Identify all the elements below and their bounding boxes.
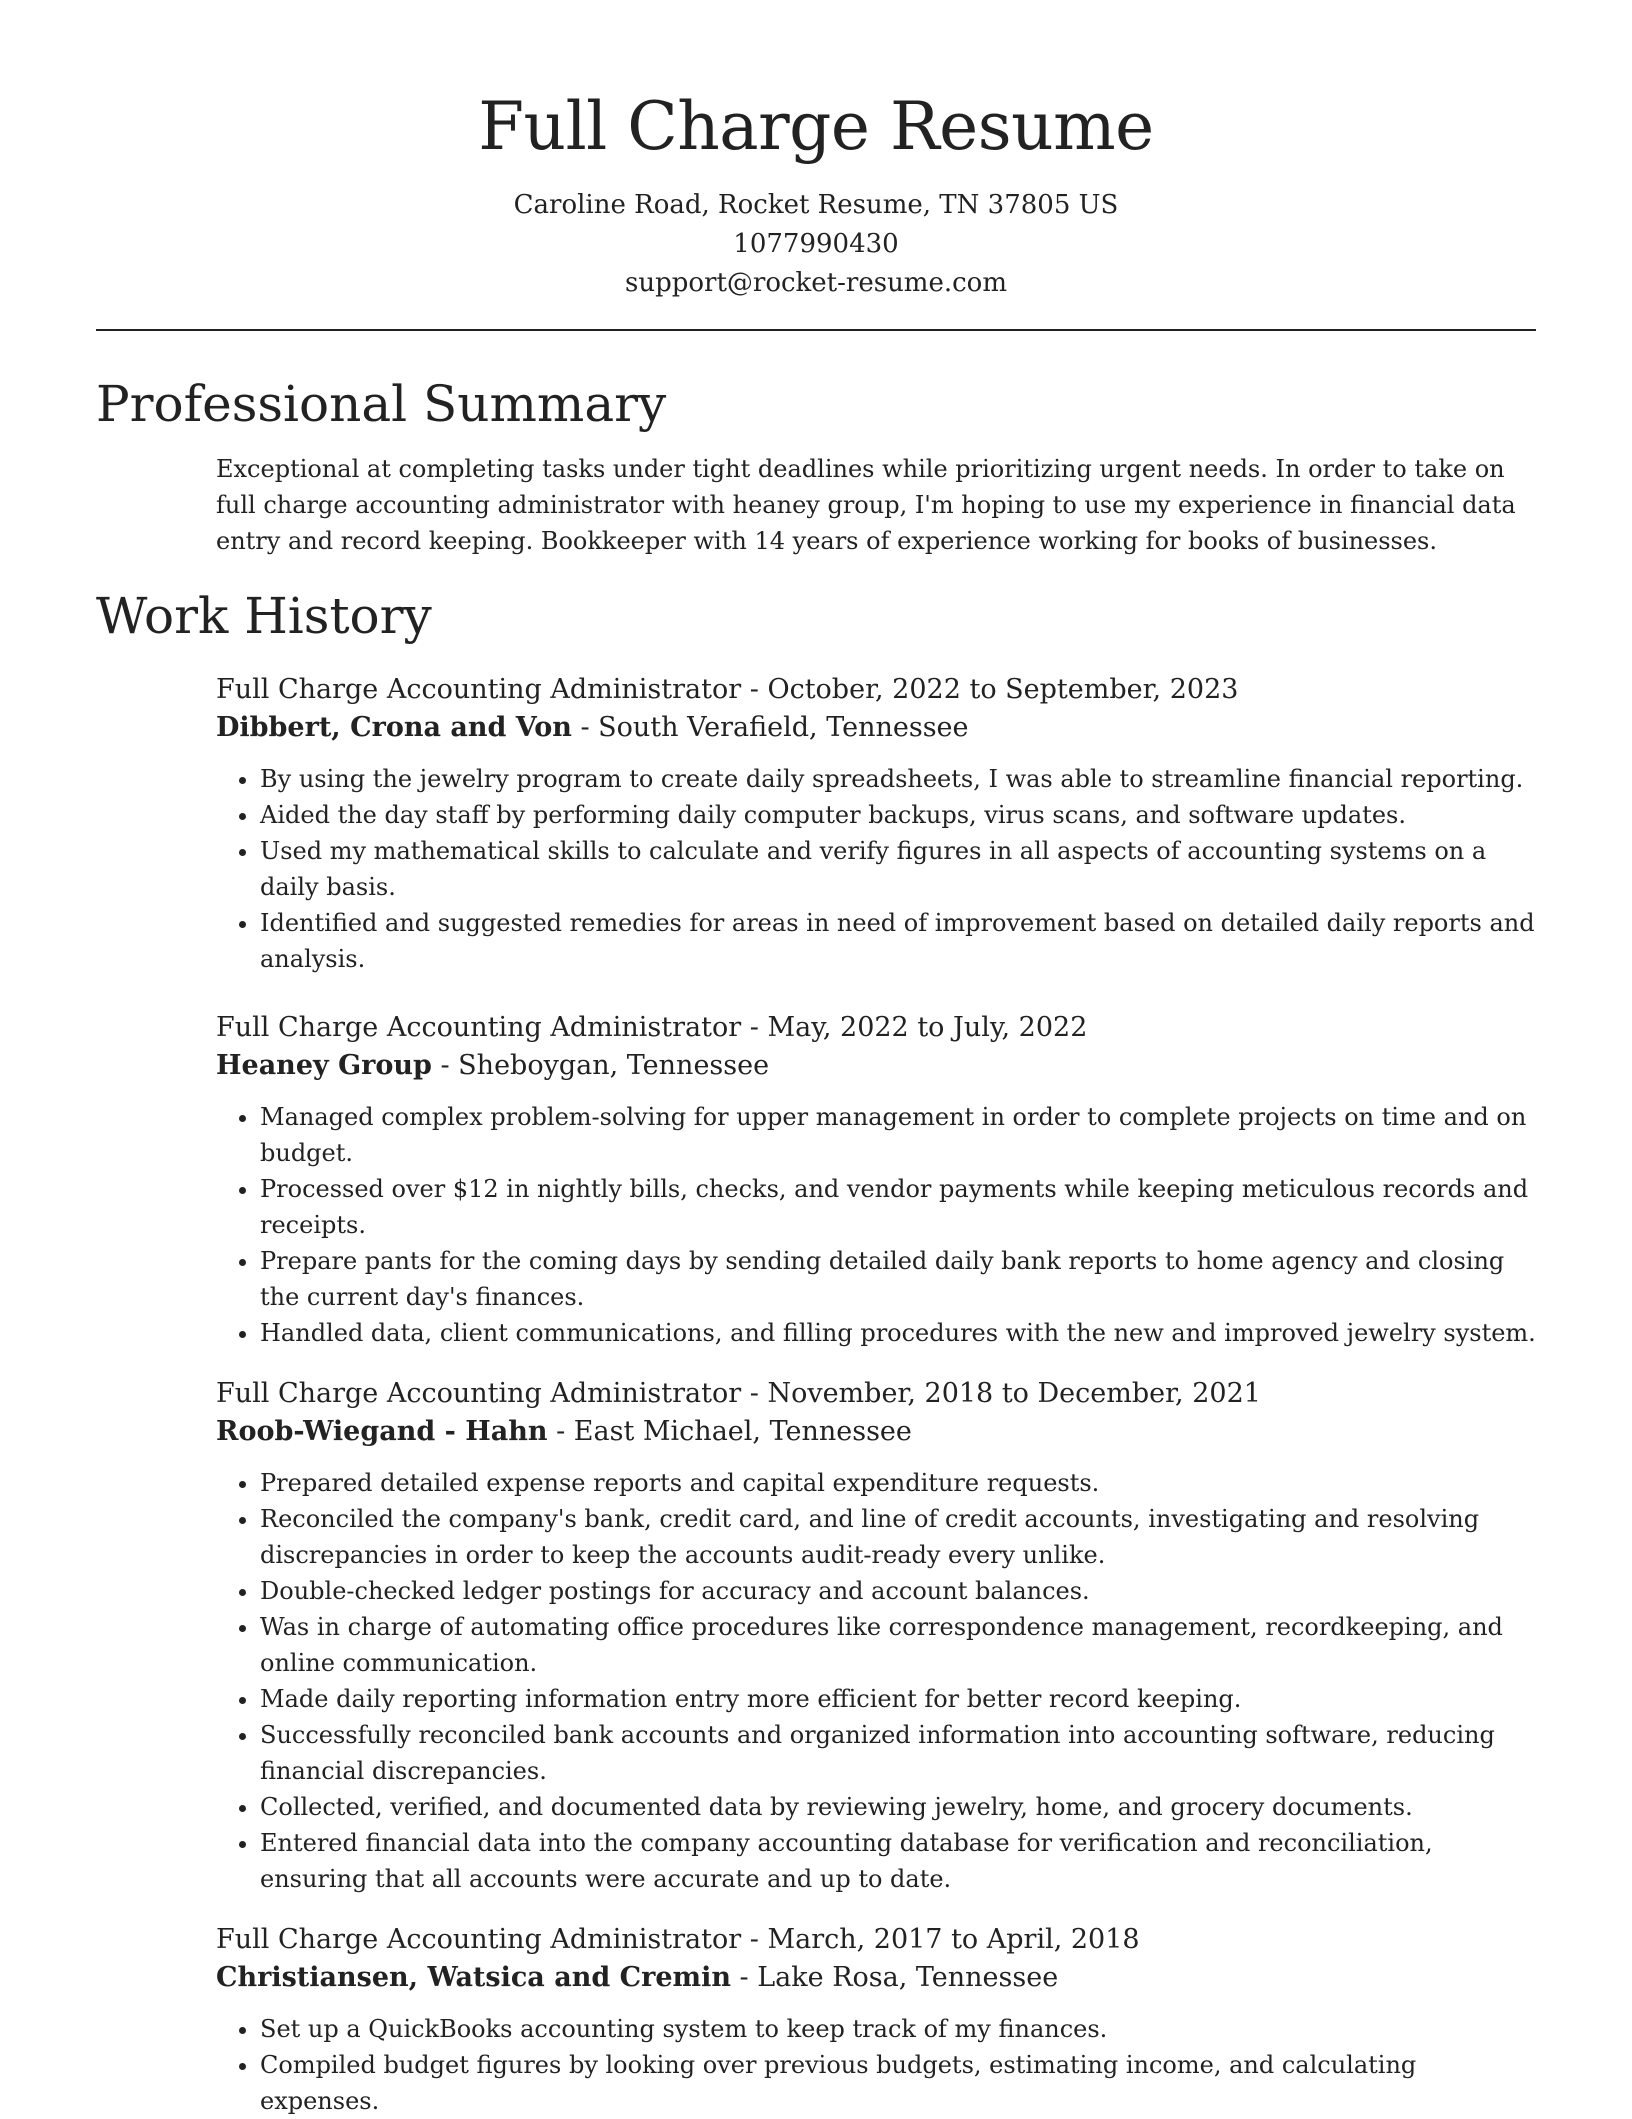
job-dates: - May, 2022 to July, 2022	[741, 1012, 1088, 1043]
job-bullet: • Used my mathematical skills to calculate and verify figures in all aspects of accounting systems on a daily basis.	[260, 833, 1536, 905]
job-bullet: • Prepare pants for the coming days by sending detailed daily bank reports to home agency and closing the current day's finances.	[260, 1243, 1536, 1315]
job-dates: - March, 2017 to April, 2018	[741, 1924, 1140, 1955]
job-employer	[216, 709, 1536, 747]
job-company: Christiansen, Watsica and Cremin	[216, 1962, 731, 1993]
job-bullet: • Compiled budget figures by looking over previous budgets, estimating income, and calculating expenses.	[260, 2047, 1536, 2119]
job-bullet: • Processed over $12 in nightly bills, checks, and vendor payments while keeping meticulous records and receipts.	[260, 1171, 1536, 1243]
section-title-summary: Professional Summary	[96, 375, 667, 433]
section-title-work-history: Work History	[96, 587, 432, 645]
job-bullets	[216, 1465, 1536, 1897]
job-location: - South Verafield, Tennessee	[571, 712, 969, 743]
job-role: Full Charge Accounting Administrator	[216, 1924, 742, 1955]
job-bullets	[216, 2011, 1536, 2119]
job-entry	[216, 1921, 1536, 2119]
job-role: Full Charge Accounting Administrator	[216, 674, 742, 705]
job-bullet: • Handled data, client communications, and filling procedures with the new and improved jewelry system.	[260, 1315, 1536, 1351]
job-dates: - November, 2018 to December, 2021	[741, 1378, 1261, 1409]
job-company: Dibbert, Crona and Von	[216, 712, 572, 743]
job-company: Heaney Group	[216, 1050, 432, 1081]
job-location: - Sheboygan, Tennessee	[431, 1050, 770, 1081]
job-heading	[216, 1375, 1536, 1413]
job-bullet: • Successfully reconciled bank accounts and organized information into accounting software, reducing financial discrepancies.	[260, 1717, 1536, 1789]
job-bullets	[216, 761, 1536, 977]
contact-info	[96, 186, 1536, 303]
job-heading	[216, 671, 1536, 709]
job-dates: - October, 2022 to September, 2023	[741, 674, 1239, 705]
job-entry	[216, 1375, 1536, 1897]
job-heading	[216, 1921, 1536, 1959]
job-bullet: • Reconciled the company's bank, credit card, and line of credit accounts, investigating and resolving discrepancies in order to keep the accounts audit-ready every unlike.	[260, 1501, 1536, 1573]
job-location: - Lake Rosa, Tennessee	[730, 1962, 1059, 1993]
job-bullet: • Collected, verified, and documented data by reviewing jewelry, home, and grocery documents.	[260, 1789, 1536, 1825]
job-bullet: • Prepared detailed expense reports and capital expenditure requests.	[260, 1465, 1536, 1501]
job-location: - East Michael, Tennessee	[547, 1416, 912, 1447]
summary-text: Exceptional at completing tasks under tight deadlines while prioritizing urgent needs. In order to take on full charge accounting administrator with heaney group, I'm hoping to use my experience in financial data entry and record keeping. Bookkeeper with 14 years of experience working for books of businesses.	[216, 455, 1516, 555]
resume-header	[96, 0, 1536, 303]
job-entry	[216, 1009, 1536, 1351]
contact-phone: 1077990430	[733, 229, 899, 259]
contact-email: support@rocket-resume.com	[624, 268, 1007, 298]
job-bullet: • Managed complex problem-solving for upper management in order to complete projects on time and on budget.	[260, 1099, 1536, 1171]
job-employer	[216, 1413, 1536, 1451]
job-employer	[216, 1959, 1536, 1997]
job-bullet: • Aided the day staff by performing daily computer backups, virus scans, and software updates.	[260, 797, 1536, 833]
job-bullet: • Entered financial data into the company accounting database for verification and reconciliation, ensuring that all accounts were accurate and up to date.	[260, 1825, 1536, 1897]
job-company: Roob-Wiegand - Hahn	[216, 1416, 548, 1447]
job-entry	[216, 671, 1536, 977]
job-bullet: • By using the jewelry program to create daily spreadsheets, I was able to streamline financial reporting.	[260, 761, 1536, 797]
job-bullets	[216, 1099, 1536, 1351]
job-bullet: • Set up a QuickBooks accounting system to keep track of my finances.	[260, 2011, 1536, 2047]
job-role: Full Charge Accounting Administrator	[216, 1378, 742, 1409]
contact-address: Caroline Road, Rocket Resume, TN 37805 US	[513, 190, 1119, 220]
job-role: Full Charge Accounting Administrator	[216, 1012, 742, 1043]
resume-name: Full Charge Resume	[478, 88, 1154, 165]
job-bullet: • Was in charge of automating office procedures like correspondence management, recordkeeping, and online communication.	[260, 1609, 1536, 1681]
job-employer	[216, 1047, 1536, 1085]
job-heading	[216, 1009, 1536, 1047]
job-bullet: • Identified and suggested remedies for areas in need of improvement based on detailed daily reports and analysis.	[260, 905, 1536, 977]
job-bullet: • Made daily reporting information entry more efficient for better record keeping.	[260, 1681, 1536, 1717]
header-divider	[96, 329, 1536, 331]
job-bullet: • Double-checked ledger postings for accuracy and account balances.	[260, 1573, 1536, 1609]
